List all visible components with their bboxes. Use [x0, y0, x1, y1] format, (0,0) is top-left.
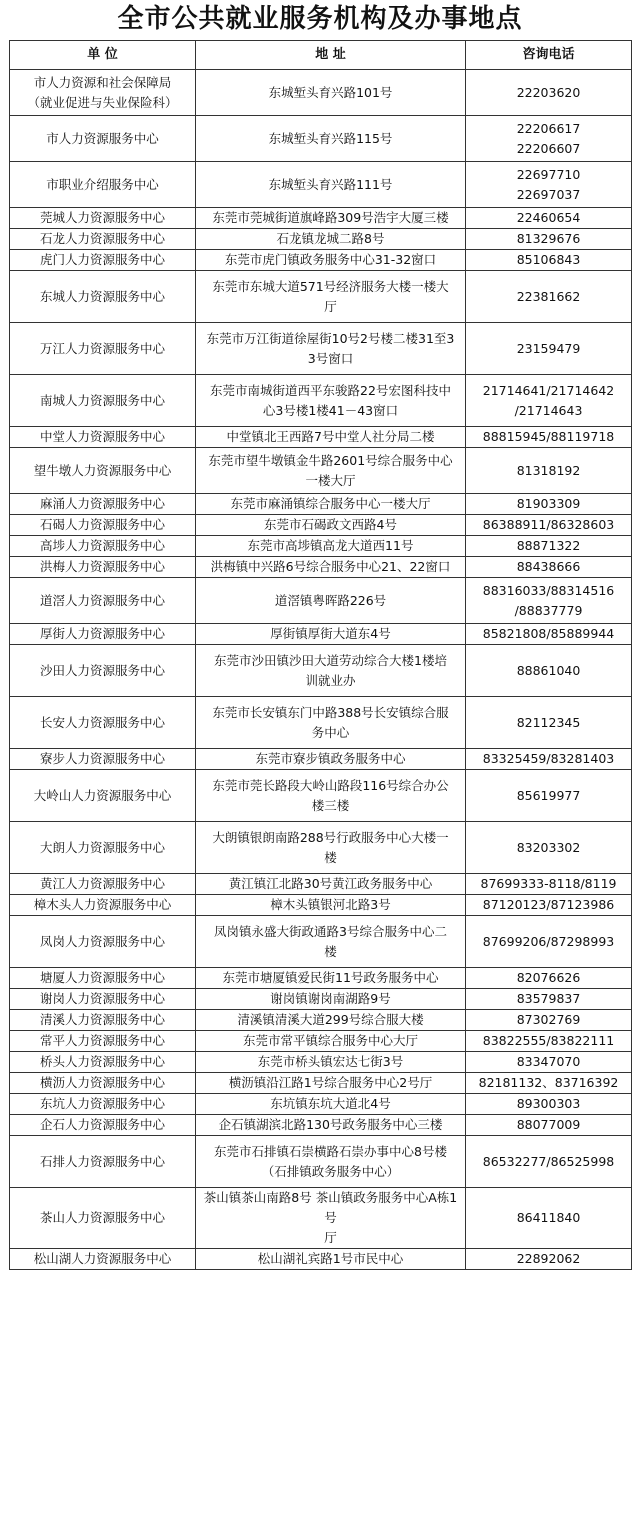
phone-text: 83347070 — [516, 1054, 581, 1069]
phone-text: 86411840 — [516, 1210, 581, 1225]
phone-text: 22697710 — [516, 166, 581, 182]
cell-unit — [10, 229, 196, 250]
cell-unit — [10, 271, 196, 323]
cell-address — [196, 375, 466, 427]
unit-text: 东坑人力资源服务中心 — [39, 1096, 165, 1111]
cell-phone — [466, 645, 632, 697]
unit-text: 市人力资源服务中心 — [46, 130, 159, 146]
cell-unit — [10, 1188, 196, 1249]
address-text: 松山湖礼宾路1号市民中心 — [257, 1251, 404, 1266]
cell-unit — [10, 162, 196, 208]
phone-text: 22697037 — [516, 186, 581, 202]
cell-unit — [10, 1136, 196, 1188]
phone-text: 83822555/83822111 — [482, 1033, 615, 1048]
address-text: 东莞市沙田镇沙田大道劳动综合大楼1楼培 — [214, 652, 447, 668]
cell-phone — [466, 250, 632, 271]
phone-text: 22381662 — [516, 288, 581, 304]
cell-phone — [466, 271, 632, 323]
phone-text: 81329676 — [516, 231, 581, 246]
table-row — [10, 1188, 632, 1249]
cell-address — [196, 645, 466, 697]
cell-phone — [466, 494, 632, 515]
cell-address — [196, 515, 466, 536]
cell-phone — [466, 1010, 632, 1031]
phone-text: 89300303 — [516, 1096, 581, 1111]
address-text: 东莞市莞城街道旗峰路309号浩宇大厦三楼 — [212, 210, 449, 225]
address-text: 黄江镇江北路30号黄江政务服务中心 — [228, 876, 433, 891]
table-row — [10, 578, 632, 624]
cell-address — [196, 989, 466, 1010]
cell-unit — [10, 895, 196, 916]
cell-unit — [10, 697, 196, 749]
table-row — [10, 895, 632, 916]
address-text: 厚街镇厚街大道东4号 — [270, 626, 391, 641]
address-text: 东莞市莞长路段大岭山路段116号综合办公 — [212, 777, 449, 793]
cell-phone — [466, 624, 632, 645]
cell-unit — [10, 375, 196, 427]
address-text: 东莞市东城大道571号经济服务大楼一楼大 — [212, 278, 449, 294]
address-text: 东城堑头育兴路111号 — [268, 176, 393, 192]
table-row — [10, 1031, 632, 1052]
phone-text: 23159479 — [516, 340, 581, 356]
unit-text: 南城人力资源服务中心 — [39, 392, 165, 408]
cell-address — [196, 70, 466, 116]
table-row — [10, 375, 632, 427]
address-text: 东莞市常平镇综合服务中心大厅 — [242, 1033, 418, 1048]
table-row — [10, 208, 632, 229]
cell-address — [196, 624, 466, 645]
table-row — [10, 968, 632, 989]
cell-phone — [466, 1094, 632, 1115]
cell-address — [196, 895, 466, 916]
cell-phone — [466, 1188, 632, 1249]
address-text: 东城堑头育兴路115号 — [268, 130, 393, 146]
cell-phone — [466, 749, 632, 770]
phone-text: 22892062 — [516, 1251, 581, 1266]
unit-text: 石碣人力资源服务中心 — [39, 517, 165, 532]
table-row — [10, 229, 632, 250]
unit-text: 莞城人力资源服务中心 — [39, 210, 165, 225]
unit-text: 大朗人力资源服务中心 — [39, 839, 165, 855]
unit-text: 长安人力资源服务中心 — [39, 714, 165, 730]
table-row — [10, 916, 632, 968]
cell-phone — [466, 989, 632, 1010]
address-text: 中堂镇北王西路7号中堂人社分局二楼 — [226, 429, 435, 444]
phone-text: 22203620 — [516, 84, 581, 100]
phone-text: 22206607 — [516, 140, 581, 156]
table-row — [10, 557, 632, 578]
cell-unit — [10, 749, 196, 770]
cell-address — [196, 250, 466, 271]
cell-unit — [10, 578, 196, 624]
unit-text: 沙田人力资源服务中心 — [39, 662, 165, 678]
cell-phone — [466, 697, 632, 749]
address-text: 东莞市石碣政文西路4号 — [264, 517, 397, 532]
address-text: 樟木头镇银河北路3号 — [270, 897, 391, 912]
table-row — [10, 645, 632, 697]
cell-phone — [466, 874, 632, 895]
cell-phone — [466, 968, 632, 989]
table-row — [10, 271, 632, 323]
cell-address — [196, 162, 466, 208]
cell-phone — [466, 1031, 632, 1052]
cell-phone — [466, 1052, 632, 1073]
phone-text: 21714641/21714642 — [482, 382, 615, 398]
unit-text: 高埗人力资源服务中心 — [39, 538, 165, 553]
address-text: 茶山镇茶山南路8号 茶山镇政务服务中心A栋1号 — [203, 1190, 458, 1225]
phone-text: 83203302 — [516, 839, 581, 855]
table-row — [10, 494, 632, 515]
cell-address — [196, 770, 466, 822]
address-text: 东莞市桥头镇宏达七街3号 — [257, 1054, 404, 1069]
cell-phone — [466, 448, 632, 494]
unit-text: 桥头人力资源服务中心 — [39, 1054, 165, 1069]
cell-phone — [466, 557, 632, 578]
phone-text: 22460654 — [516, 210, 581, 225]
table-row — [10, 515, 632, 536]
cell-unit — [10, 1073, 196, 1094]
cell-address — [196, 557, 466, 578]
table-row — [10, 749, 632, 770]
phone-text: 88316033/88314516 — [482, 582, 615, 598]
address-text: 厅 — [324, 298, 337, 314]
cell-address — [196, 1115, 466, 1136]
unit-text: 黄江人力资源服务中心 — [39, 876, 165, 891]
unit-text: 谢岗人力资源服务中心 — [39, 991, 165, 1006]
phone-text: 85106843 — [516, 252, 581, 267]
cell-phone — [466, 229, 632, 250]
cell-address — [196, 323, 466, 375]
table-row — [10, 989, 632, 1010]
cell-unit — [10, 536, 196, 557]
unit-text: 厚街人力资源服务中心 — [39, 626, 165, 641]
address-text: 东莞市长安镇东门中路388号长安镇综合服 — [212, 704, 449, 720]
address-text: 东莞市麻涌镇综合服务中心一楼大厅 — [230, 496, 431, 511]
cell-phone — [466, 1115, 632, 1136]
address-text: 大朗镇银朗南路288号行政服务中心大楼一 — [212, 829, 449, 845]
address-text: 洪梅镇中兴路6号综合服务中心21、22窗口 — [210, 559, 451, 574]
cell-phone — [466, 1136, 632, 1188]
unit-text: 松山湖人力资源服务中心 — [33, 1251, 172, 1266]
cell-phone — [466, 515, 632, 536]
cell-address — [196, 271, 466, 323]
address-text: （石排镇政务服务中心） — [261, 1163, 400, 1179]
table-row — [10, 1094, 632, 1115]
cell-phone — [466, 427, 632, 448]
phone-text: 82181132、83716392 — [478, 1075, 619, 1090]
phone-text: 87699333-8118/8119 — [480, 876, 617, 891]
cell-unit — [10, 515, 196, 536]
unit-text: 市人力资源和社会保障局 — [33, 74, 172, 90]
cell-unit — [10, 323, 196, 375]
unit-text: 道滘人力资源服务中心 — [39, 592, 165, 608]
address-text: 楼 — [324, 943, 337, 959]
cell-phone — [466, 375, 632, 427]
address-text: 道滘镇粤晖路226号 — [274, 592, 387, 608]
address-text: 东莞市寮步镇政务服务中心 — [255, 751, 406, 766]
address-text: 东莞市塘厦镇爱民街11号政务服务中心 — [222, 970, 439, 985]
cell-unit — [10, 1094, 196, 1115]
phone-text: 83579837 — [516, 991, 581, 1006]
cell-address — [196, 1073, 466, 1094]
cell-phone — [466, 1073, 632, 1094]
service-agency-table — [9, 40, 632, 1270]
table-row — [10, 770, 632, 822]
phone-text: 88815945/88119718 — [482, 429, 615, 444]
unit-text: 望牛墩人力资源服务中心 — [33, 462, 172, 478]
unit-text: 企石人力资源服务中心 — [39, 1117, 165, 1132]
cell-address — [196, 229, 466, 250]
unit-text: 虎门人力资源服务中心 — [39, 252, 165, 267]
unit-text: 中堂人力资源服务中心 — [39, 429, 165, 444]
unit-text: 大岭山人力资源服务中心 — [33, 787, 172, 803]
table-row — [10, 1073, 632, 1094]
address-text: 谢岗镇谢岗南湖路9号 — [270, 991, 391, 1006]
phone-text: 85619977 — [516, 787, 581, 803]
cell-address — [196, 968, 466, 989]
cell-phone — [466, 116, 632, 162]
table-row — [10, 250, 632, 271]
cell-phone — [466, 822, 632, 874]
unit-text: 石龙人力资源服务中心 — [39, 231, 165, 246]
cell-unit — [10, 116, 196, 162]
address-text: 东莞市虎门镇政务服务中心31-32窗口 — [224, 252, 437, 267]
cell-address — [196, 116, 466, 162]
cell-phone — [466, 770, 632, 822]
phone-text: 87120123/87123986 — [482, 897, 615, 912]
cell-phone — [466, 1249, 632, 1270]
cell-address — [196, 1031, 466, 1052]
cell-phone — [466, 578, 632, 624]
unit-text: 麻涌人力资源服务中心 — [39, 496, 165, 511]
unit-text: 东城人力资源服务中心 — [39, 288, 165, 304]
unit-text: 寮步人力资源服务中心 — [39, 751, 165, 766]
cell-address — [196, 578, 466, 624]
unit-text: 石排人力资源服务中心 — [39, 1153, 165, 1169]
cell-address — [196, 1052, 466, 1073]
phone-text: 88861040 — [516, 662, 581, 678]
cell-phone — [466, 916, 632, 968]
table-row — [10, 822, 632, 874]
cell-address — [196, 536, 466, 557]
header-unit: 单 位 — [10, 41, 196, 70]
cell-address — [196, 1136, 466, 1188]
unit-text: （就业促进与失业保险科） — [27, 94, 178, 110]
phone-text: 22206617 — [516, 120, 581, 136]
table-body — [10, 70, 632, 1270]
cell-unit — [10, 557, 196, 578]
unit-text: 塘厦人力资源服务中心 — [39, 970, 165, 985]
address-text: 楼三楼 — [311, 797, 350, 813]
cell-unit — [10, 427, 196, 448]
address-text: 务中心 — [311, 724, 350, 740]
cell-phone — [466, 323, 632, 375]
phone-text: 86532277/86525998 — [482, 1153, 615, 1169]
unit-text: 樟木头人力资源服务中心 — [33, 897, 172, 912]
address-text: 凤岗镇永盛大街政通路3号综合服务中心二 — [214, 923, 447, 939]
table-row — [10, 116, 632, 162]
address-text: 一楼大厅 — [305, 472, 356, 488]
cell-unit — [10, 1115, 196, 1136]
unit-text: 茶山人力资源服务中心 — [39, 1210, 165, 1225]
address-text: 3号窗口 — [307, 350, 354, 366]
unit-text: 市职业介绍服务中心 — [46, 176, 159, 192]
cell-address — [196, 1188, 466, 1249]
cell-address — [196, 697, 466, 749]
unit-text: 清溪人力资源服务中心 — [39, 1012, 165, 1027]
cell-address — [196, 1094, 466, 1115]
address-text: 心3号楼1楼41－43窗口 — [262, 402, 399, 418]
address-text: 东莞市高埗镇高龙大道西11号 — [247, 538, 414, 553]
cell-phone — [466, 162, 632, 208]
table-header-row — [10, 41, 632, 70]
cell-phone — [466, 70, 632, 116]
address-text: 石龙镇龙城二路8号 — [276, 231, 385, 246]
cell-address — [196, 208, 466, 229]
cell-unit — [10, 1010, 196, 1031]
phone-text: 81903309 — [516, 496, 581, 511]
address-text: 东莞市万江街道徐屋街10号2号楼二楼31至3 — [206, 330, 455, 346]
unit-text: 常平人力资源服务中心 — [39, 1033, 165, 1048]
phone-text: 81318192 — [516, 462, 581, 478]
cell-unit — [10, 250, 196, 271]
cell-unit — [10, 1249, 196, 1270]
address-text: 东莞市南城街道西平东骏路22号宏图科技中 — [210, 382, 451, 398]
cell-unit — [10, 448, 196, 494]
cell-unit — [10, 770, 196, 822]
cell-phone — [466, 895, 632, 916]
table-row — [10, 1115, 632, 1136]
address-text: 厅 — [324, 1230, 337, 1245]
phone-text: 82076626 — [516, 970, 581, 985]
cell-address — [196, 749, 466, 770]
address-text: 东城堑头育兴路101号 — [268, 84, 393, 100]
cell-address — [196, 1010, 466, 1031]
header-address: 地 址 — [196, 41, 466, 70]
page-title: 全市公共就业服务机构及办事地点 — [117, 4, 523, 34]
unit-text: 横沥人力资源服务中心 — [39, 1075, 165, 1090]
cell-unit — [10, 989, 196, 1010]
table-row — [10, 536, 632, 557]
cell-address — [196, 916, 466, 968]
phone-text: 88077009 — [516, 1117, 581, 1132]
cell-address — [196, 448, 466, 494]
cell-unit — [10, 70, 196, 116]
address-text: 东莞市石排镇石崇横路石崇办事中心8号楼 — [214, 1143, 447, 1159]
address-text: 企石镇湖滨北路130号政务服务中心三楼 — [218, 1117, 443, 1132]
cell-address — [196, 822, 466, 874]
cell-address — [196, 427, 466, 448]
table-row — [10, 162, 632, 208]
table-row — [10, 874, 632, 895]
cell-address — [196, 874, 466, 895]
phone-text: 86388911/86328603 — [482, 517, 615, 532]
phone-text: 88871322 — [516, 538, 581, 553]
table-row — [10, 1010, 632, 1031]
phone-text: 87699206/87298993 — [482, 933, 615, 949]
table-row — [10, 624, 632, 645]
table-row — [10, 1052, 632, 1073]
cell-unit — [10, 208, 196, 229]
table-row — [10, 1136, 632, 1188]
cell-address — [196, 1249, 466, 1270]
table-row — [10, 697, 632, 749]
unit-text: 凤岗人力资源服务中心 — [39, 933, 165, 949]
table-row — [10, 1249, 632, 1270]
address-text: 横沥镇沿江路1号综合服务中心2号厅 — [228, 1075, 433, 1090]
table-row — [10, 323, 632, 375]
cell-address — [196, 494, 466, 515]
cell-unit — [10, 645, 196, 697]
phone-text: /21714643 — [514, 402, 583, 418]
cell-unit — [10, 1052, 196, 1073]
table-row — [10, 70, 632, 116]
cell-unit — [10, 624, 196, 645]
cell-unit — [10, 822, 196, 874]
cell-phone — [466, 208, 632, 229]
phone-text: 88438666 — [516, 559, 581, 574]
cell-unit — [10, 968, 196, 989]
address-text: 清溪镇清溪大道299号综合服大楼 — [237, 1012, 424, 1027]
header-phone: 咨询电话 — [466, 41, 632, 70]
phone-text: /88837779 — [514, 602, 583, 618]
cell-unit — [10, 1031, 196, 1052]
phone-text: 82112345 — [516, 714, 581, 730]
cell-phone — [466, 536, 632, 557]
table-row — [10, 448, 632, 494]
address-text: 东坑镇东坑大道北4号 — [270, 1096, 391, 1111]
address-text: 楼 — [324, 849, 337, 865]
cell-unit — [10, 916, 196, 968]
table-row — [10, 427, 632, 448]
phone-text: 87302769 — [516, 1012, 581, 1027]
unit-text: 万江人力资源服务中心 — [39, 340, 165, 356]
phone-text: 83325459/83281403 — [482, 751, 615, 766]
address-text: 训就业办 — [305, 672, 356, 688]
cell-unit — [10, 874, 196, 895]
phone-text: 85821808/85889944 — [482, 626, 615, 641]
unit-text: 洪梅人力资源服务中心 — [39, 559, 165, 574]
cell-unit — [10, 494, 196, 515]
address-text: 东莞市望牛墩镇金牛路2601号综合服务中心 — [208, 452, 453, 468]
